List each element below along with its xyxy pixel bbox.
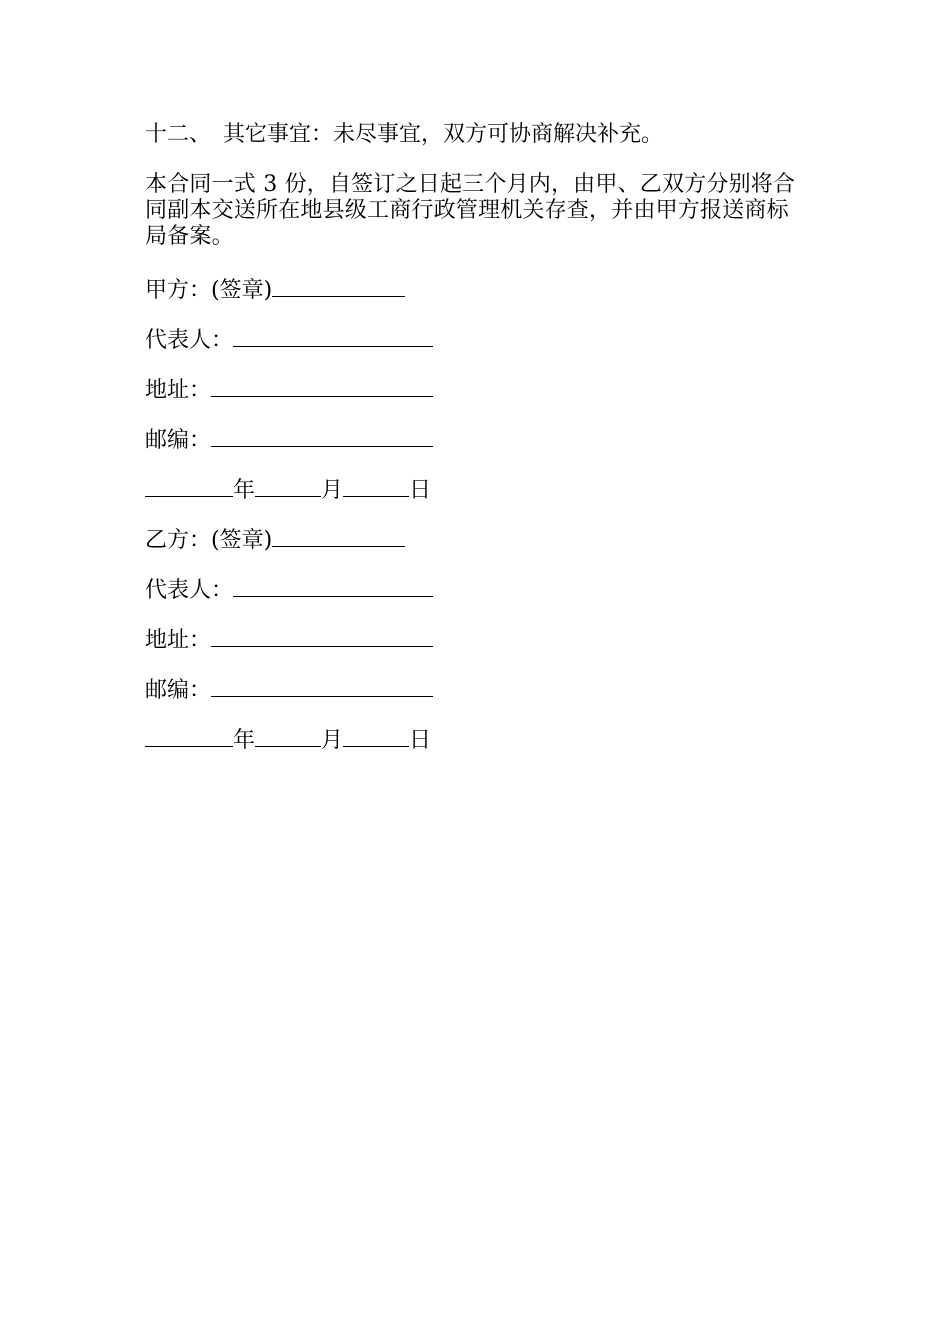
party-a-zip-label: 邮编： — [145, 428, 212, 453]
party-a-addr-line — [145, 374, 810, 403]
party-a-year-blank — [145, 474, 233, 497]
party-a-sign-blank — [272, 274, 405, 297]
party-b-zip-blank — [211, 674, 433, 697]
party-b-addr-blank — [211, 624, 433, 647]
party-a-sign-label: 甲方：(签章) — [145, 278, 273, 303]
party-b-day-blank — [343, 724, 409, 747]
party-b-zip-line — [145, 674, 810, 703]
party-b-rep-line — [145, 574, 810, 603]
clause-text: 其它事宜：未尽事宜，双方可协商解决补充。 — [223, 122, 664, 147]
party-b-date-line — [145, 724, 810, 753]
party-a-zip-blank — [211, 424, 433, 447]
party-b-year-blank — [145, 724, 233, 747]
party-b-sign-blank — [272, 524, 405, 547]
party-a-month-blank — [255, 474, 321, 497]
party-b-sign-label: 乙方：(签章) — [145, 528, 273, 553]
copies-paragraph: 本合同一式 3 份，自签订之日起三个月内，由甲、乙双方分别将合同副本交送所在地县级工商行政管理机关存查，并由甲方报送商标局备案。 — [145, 172, 796, 249]
party-b-addr-label: 地址： — [145, 628, 212, 653]
party-a-addr-blank — [211, 374, 433, 397]
party-b-sign-line — [145, 524, 810, 553]
party-a-rep-blank — [233, 324, 433, 347]
party-a-date-line — [145, 474, 810, 503]
party-a-addr-label: 地址： — [145, 378, 212, 403]
party-a-zip-line — [145, 424, 810, 453]
party-b-rep-label: 代表人： — [145, 578, 234, 603]
party-a-day-blank — [343, 474, 409, 497]
party-a-rep-label: 代表人： — [145, 328, 234, 353]
party-b-addr-line — [145, 624, 810, 653]
party-a-rep-line — [145, 324, 810, 353]
party-a-day-label: 日 — [409, 478, 432, 503]
clause-number: 十二、 — [145, 122, 212, 147]
party-b-month-blank — [255, 724, 321, 747]
party-a-sign-line — [145, 274, 810, 303]
party-a-month-label: 月 — [321, 478, 344, 503]
clause-twelve — [145, 122, 810, 148]
party-b-month-label: 月 — [321, 728, 344, 753]
party-b-day-label: 日 — [409, 728, 432, 753]
contract-page — [145, 122, 810, 774]
party-b-rep-blank — [233, 574, 433, 597]
party-b-year-label: 年 — [233, 728, 256, 753]
party-b-zip-label: 邮编： — [145, 678, 212, 703]
party-a-year-label: 年 — [233, 478, 256, 503]
